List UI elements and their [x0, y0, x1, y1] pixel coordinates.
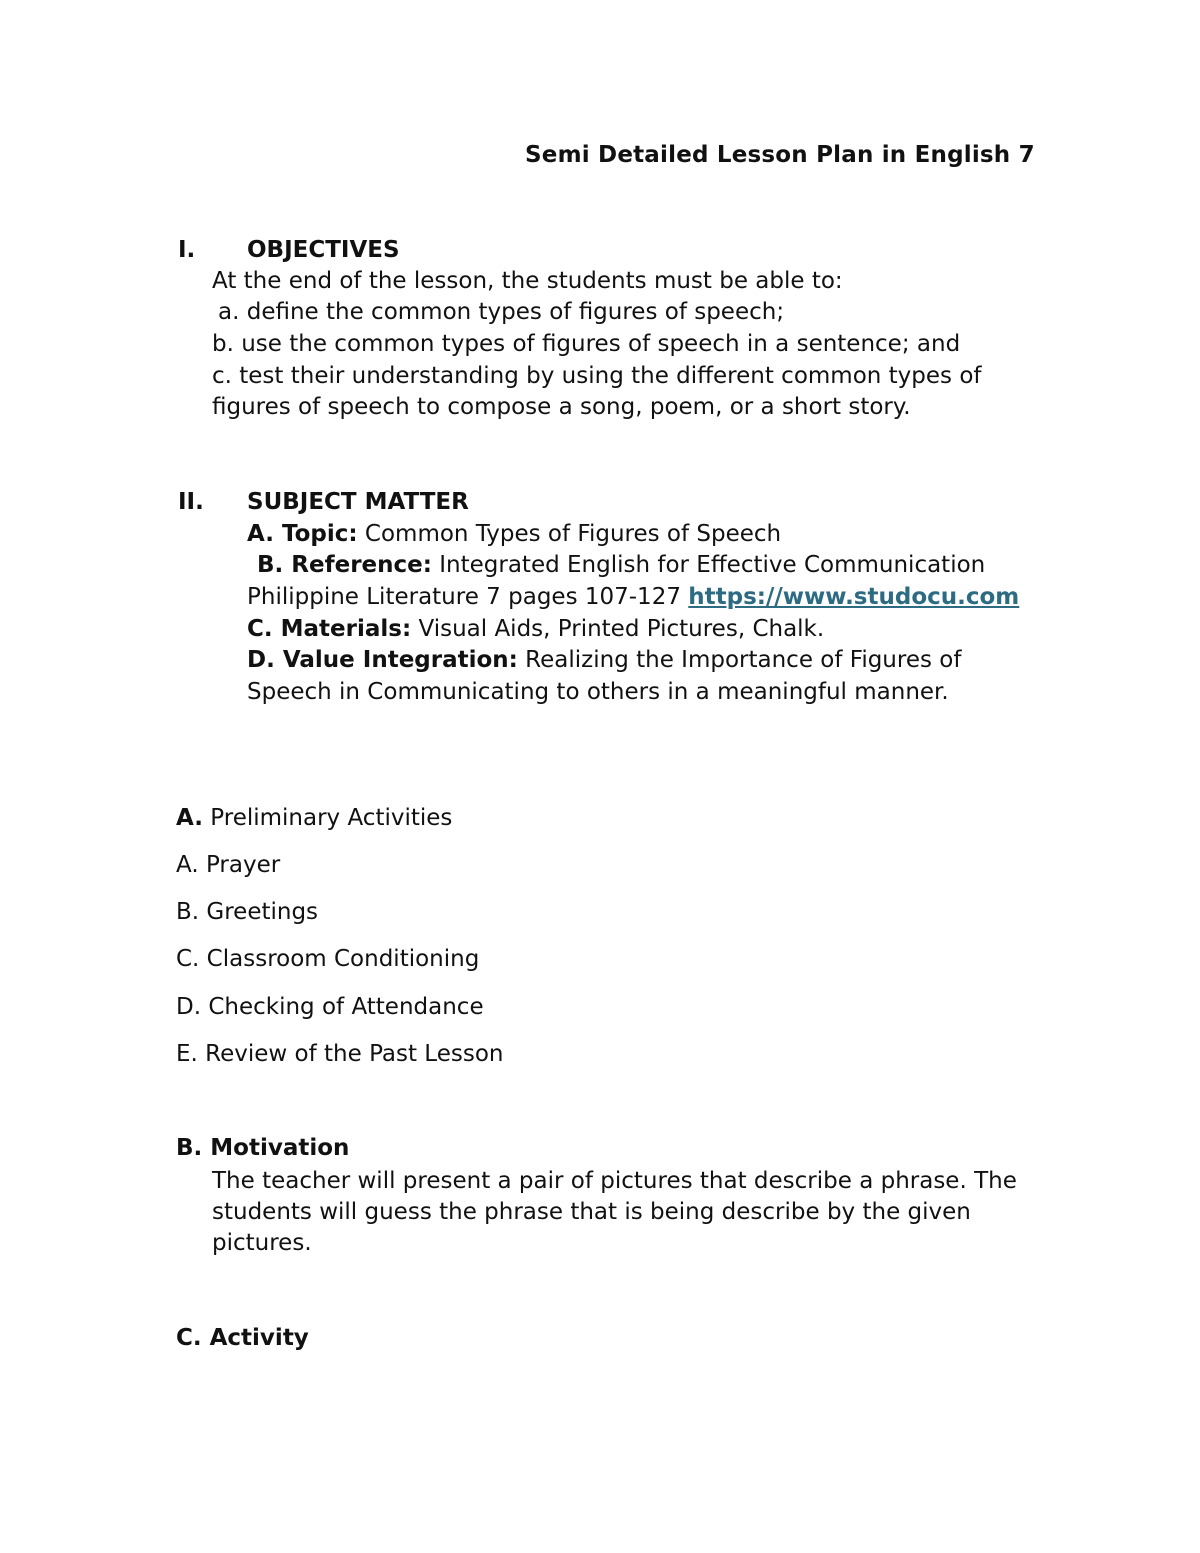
- preliminary-item-attendance: D. Checking of Attendance: [176, 994, 484, 1020]
- reference-pages: Philippine Literature 7 pages 107-127: [247, 584, 689, 610]
- motivation-line-3: pictures.: [212, 1230, 312, 1256]
- objective-item-a: a. define the common types of figures of speech;: [218, 299, 785, 325]
- topic-label: A. Topic:: [247, 521, 358, 547]
- preliminary-item-review: E. Review of the Past Lesson: [176, 1041, 504, 1067]
- section-numeral-objectives: I.: [178, 237, 196, 263]
- reference-label: B. Reference:: [257, 552, 432, 578]
- objectives-intro: At the end of the lesson, the students must be able to:: [212, 268, 843, 294]
- subject-matter-heading: SUBJECT MATTER: [247, 489, 469, 515]
- objective-item-c-continued: figures of speech to compose a song, poem, or a short story.: [212, 394, 911, 420]
- reference-line: [257, 554, 985, 577]
- motivation-line-1: The teacher will present a pair of pictures that describe a phrase. The: [212, 1168, 1017, 1194]
- value-integration-value: Realizing the Importance of Figures of: [517, 647, 962, 673]
- value-integration-label: D. Value Integration:: [247, 647, 518, 673]
- activity-heading: C. Activity: [176, 1325, 309, 1351]
- value-integration-line: [247, 649, 961, 672]
- materials-value: Visual Aids, Printed Pictures, Chalk.: [411, 616, 825, 642]
- motivation-heading: B. Motivation: [176, 1135, 350, 1161]
- reference-value: Integrated English for Effective Communication: [431, 552, 986, 578]
- preliminary-item-classroom-conditioning: C. Classroom Conditioning: [176, 946, 480, 972]
- preliminary-heading: [176, 807, 452, 830]
- objectives-heading: OBJECTIVES: [247, 237, 400, 263]
- materials-line: [247, 618, 824, 641]
- preliminary-item-greetings: B. Greetings: [176, 899, 319, 925]
- page-title: Semi Detailed Lesson Plan in English 7: [525, 142, 1035, 168]
- materials-label: C. Materials:: [247, 616, 412, 642]
- preliminary-item-prayer: A. Prayer: [176, 852, 281, 878]
- preliminary-title: Preliminary Activities: [202, 805, 453, 831]
- reference-line-2: [247, 586, 1019, 609]
- topic-line: [247, 523, 781, 546]
- section-numeral-subject-matter: II.: [178, 489, 204, 515]
- objective-item-c: c. test their understanding by using the different common types of: [212, 363, 982, 389]
- motivation-line-2: students will guess the phrase that is being describe by the given: [212, 1199, 971, 1225]
- reference-link[interactable]: https://www.studocu.com: [688, 584, 1020, 610]
- topic-value: Common Types of Figures of Speech: [357, 521, 782, 547]
- objective-item-b: b. use the common types of figures of speech in a sentence; and: [212, 331, 961, 357]
- value-integration-line-2: Speech in Communicating to others in a meaningful manner.: [247, 679, 949, 705]
- preliminary-label: A.: [176, 805, 203, 831]
